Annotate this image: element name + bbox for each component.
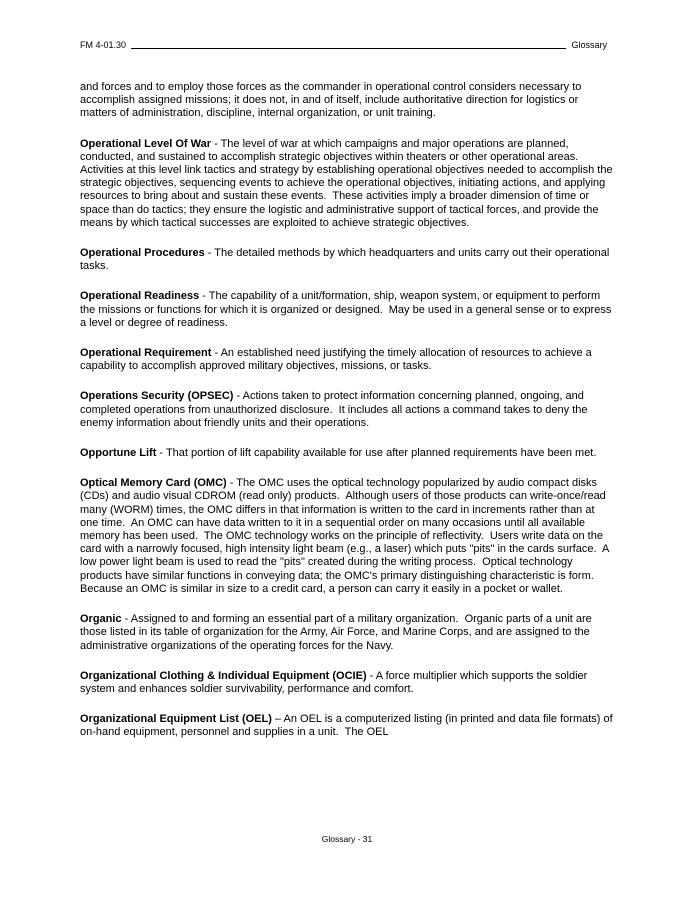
doc-id-label: FM 4-01.30 bbox=[80, 40, 127, 50]
entry-term: Opportune Lift bbox=[80, 447, 157, 460]
intro-paragraph: and forces and to employ those forces as the commander in operational control considers necessary to accomplish assigned missions; it does not, in and of itself, include authoritative direction for logistics or matters of administration, discipline, internal organization, or unit training. bbox=[80, 81, 585, 120]
entry-term: Organic bbox=[80, 613, 122, 626]
entry-definition: - The detailed methods by which headquarters and units carry out their operational tasks. bbox=[80, 247, 613, 273]
entry-term: Operations Security (OPSEC) bbox=[80, 390, 234, 403]
glossary-entry-operational-requirement bbox=[80, 347, 614, 373]
entry-definition: - Assigned to and forming an essential part of a military organization. Organic parts of a unit are those listed in its table of organization for the Army, Air Force, and Marine Corps, and are assigned to the administrative organizations of the operating forces for the Navy. bbox=[80, 613, 595, 652]
glossary-entry-operational-readiness bbox=[80, 290, 614, 330]
entry-term: Organizational Clothing & Individual Equipment (OCIE) bbox=[80, 669, 367, 682]
glossary-entry-opportune-lift bbox=[80, 447, 614, 460]
entry-definition: – An OEL is a computerized listing (in printed and data file formats) of on-hand equipment, personnel and supplies in a unit. The OEL bbox=[80, 713, 616, 739]
entry-definition: - The level of war at which campaigns and major operations are planned, conducted, and sustained to accomplish strategic objectives within theaters or other operational areas. Activities at this level link tactics and strategy by establishing operational objectives needed to accomplish the strategic objectives, sequencing events to achieve the operational objectives, initiating actions, and applying resources to bring about and sustain these events. These activities imply a broader dimension of time or space than do tactics; they ensure the logistic and administrative support of tactical forces, and provide the means by which tactical successes are exploited to achieve strategic objectives. bbox=[80, 137, 616, 229]
entry-definition: - A force multiplier which supports the soldier system and enhances soldier survivability, performance and comfort. bbox=[80, 669, 591, 695]
entry-term: Operational Readiness bbox=[80, 290, 200, 303]
glossary-entry-operational-procedures bbox=[80, 247, 614, 273]
page-header bbox=[80, 40, 607, 50]
entry-definition: - The capability of a unit/formation, ship, weapon system, or equipment to perform the missions or functions for which it is organized or designed. May be used in a general sense or to express a level or degree of readiness. bbox=[80, 290, 615, 329]
entry-term: Organizational Equipment List (OEL) bbox=[80, 713, 272, 726]
entry-definition: - The OMC uses the optical technology popularized by audio compact disks (CDs) and audio visual CDROM (read only) products. Although users of those products can write-once/read many (WORM) times, the OMC differs in that information is written to the card in increments rather than at one time. An OMC can have data written to it in a sequential order on many occasions until all available memory has been used. The OMC technology works on the principle of reflectivity. Users write data on the card with a narrowly focused, high intensity light beam (e.g., a laser) which puts "pits" in the cards surface. A low power light beam is used to read the "pits" created during the writing process. Optical technology products have similar functions in conveying data; the OMC's primary distinguishing characteristic is form. Because an OMC is similar in size to a credit card, a person can carry it easily in a pocket or wallet. bbox=[80, 477, 612, 595]
glossary-entry-organic bbox=[80, 613, 614, 653]
entry-term: Operational Procedures bbox=[80, 247, 205, 260]
page-footer bbox=[80, 834, 614, 844]
entry-term: Optical Memory Card (OMC) bbox=[80, 477, 227, 490]
glossary-entry-optical-memory-card bbox=[80, 477, 614, 596]
entry-term: Operational Requirement bbox=[80, 347, 212, 360]
glossary-entry-operations-security bbox=[80, 390, 614, 430]
entry-definition: - That portion of lift capability available for use after planned requirements have been met. bbox=[156, 447, 597, 460]
glossary-entry-organizational-equipment-list bbox=[80, 713, 614, 739]
glossary-entry-operational-level-of-war bbox=[80, 138, 614, 230]
entry-term: Operational Level Of War bbox=[80, 137, 212, 150]
entry-definition: - An established need justifying the timely allocation of resources to achieve a capability to accomplish approved military objectives, missions, or tasks. bbox=[80, 347, 595, 373]
page-number-label: Glossary - 31 bbox=[321, 834, 373, 844]
glossary-content bbox=[80, 81, 614, 757]
header-rule bbox=[131, 48, 566, 49]
glossary-entry-organizational-clothing bbox=[80, 670, 614, 696]
entry-definition: - Actions taken to protect information concerning planned, ongoing, and completed operations from unauthorized disclosure. It includes all actions a command takes to deny the enemy information about friendly units and their operations. bbox=[80, 390, 591, 429]
header-section-label: Glossary bbox=[571, 40, 607, 50]
